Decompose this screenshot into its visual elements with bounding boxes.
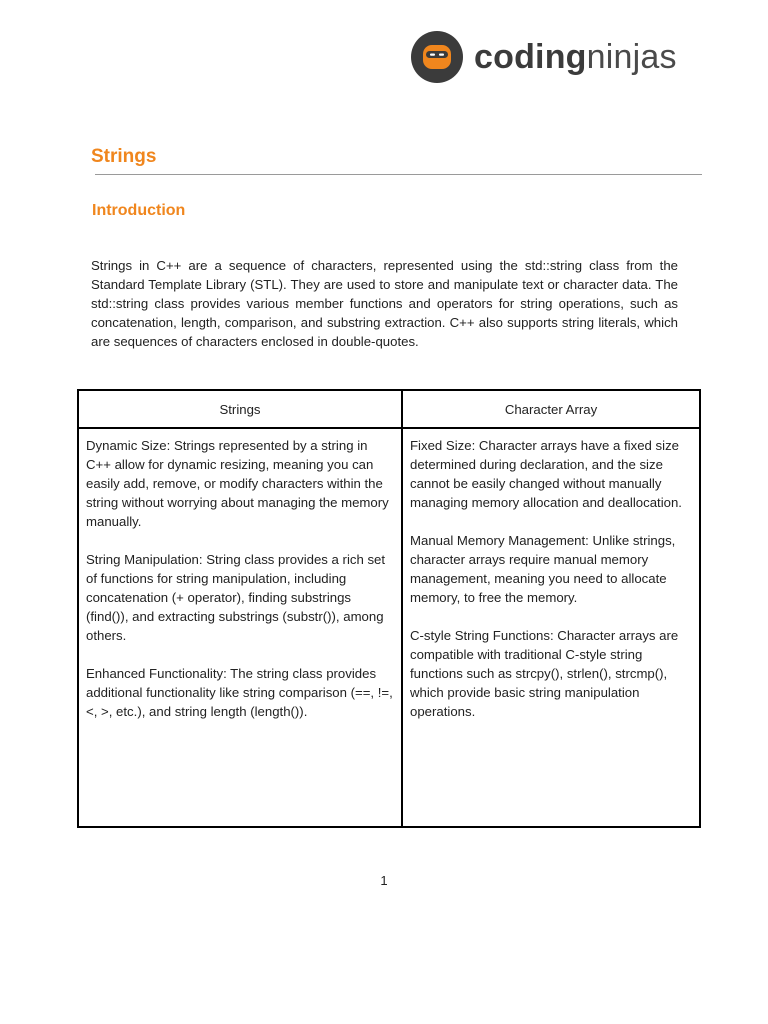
page-number: 1 — [380, 873, 388, 888]
strings-cell — [78, 428, 402, 827]
intro-paragraph: Strings in C++ are a sequence of characters, represented using the std::string class from the Standard Template Library (STL). They are used to store and manipulate text or character data. The std::string class provides various member functions and operators for string operations, such as concatenation, length, comparison, and substring extraction. C++ also supports string literals, which are sequences of characters enclosed in double-quotes. — [91, 258, 678, 349]
char-array-point-memory: Manual Memory Management: Unlike strings, character arrays require manual memory management, meaning you need to allocate memory, to free the memory. — [410, 533, 676, 605]
char-array-point-fixed-size: Fixed Size: Character arrays have a fixed size determined during declaration, and the size cannot be easily changed without manually managing memory allocation and deallocation. — [410, 438, 682, 510]
brand-word-ninjas: ninjas — [586, 38, 677, 76]
header-strings: Strings — [78, 390, 402, 428]
char-array-cell — [402, 428, 700, 827]
title-divider — [95, 174, 702, 175]
strings-point-manipulation: String Manipulation: String class provides a rich set of functions for string manipulation, including concatenation (+ operator), finding substrings (find()), and extracting substrings (substr()), among others. — [86, 552, 386, 643]
comparison-table — [77, 389, 701, 828]
table-row — [78, 428, 700, 827]
table-header-row — [78, 390, 700, 428]
page-title: Strings — [91, 146, 157, 167]
brand-logo — [410, 30, 677, 84]
brand-wordmark — [474, 40, 677, 74]
section-heading: Introduction — [92, 202, 186, 219]
header-character-array: Character Array — [402, 390, 700, 428]
brand-word-coding: coding — [474, 38, 587, 76]
strings-point-functionality: Enhanced Functionality: The string class provides additional functionality like string comparison (==, !=, <, >, etc.), and string length (length()). — [86, 666, 393, 719]
ninja-logo-icon — [410, 30, 464, 84]
char-array-point-c-functions: C-style String Functions: Character arrays are compatible with traditional C-style string functions such as strcpy(), strlen(), strcmp(), which provide basic string manipulation operations. — [410, 628, 679, 719]
strings-point-dynamic-size: Dynamic Size: Strings represented by a string in C++ allow for dynamic resizing, meaning you can easily add, remove, or modify characters within the string without worrying about managing the memory manually. — [86, 438, 389, 529]
